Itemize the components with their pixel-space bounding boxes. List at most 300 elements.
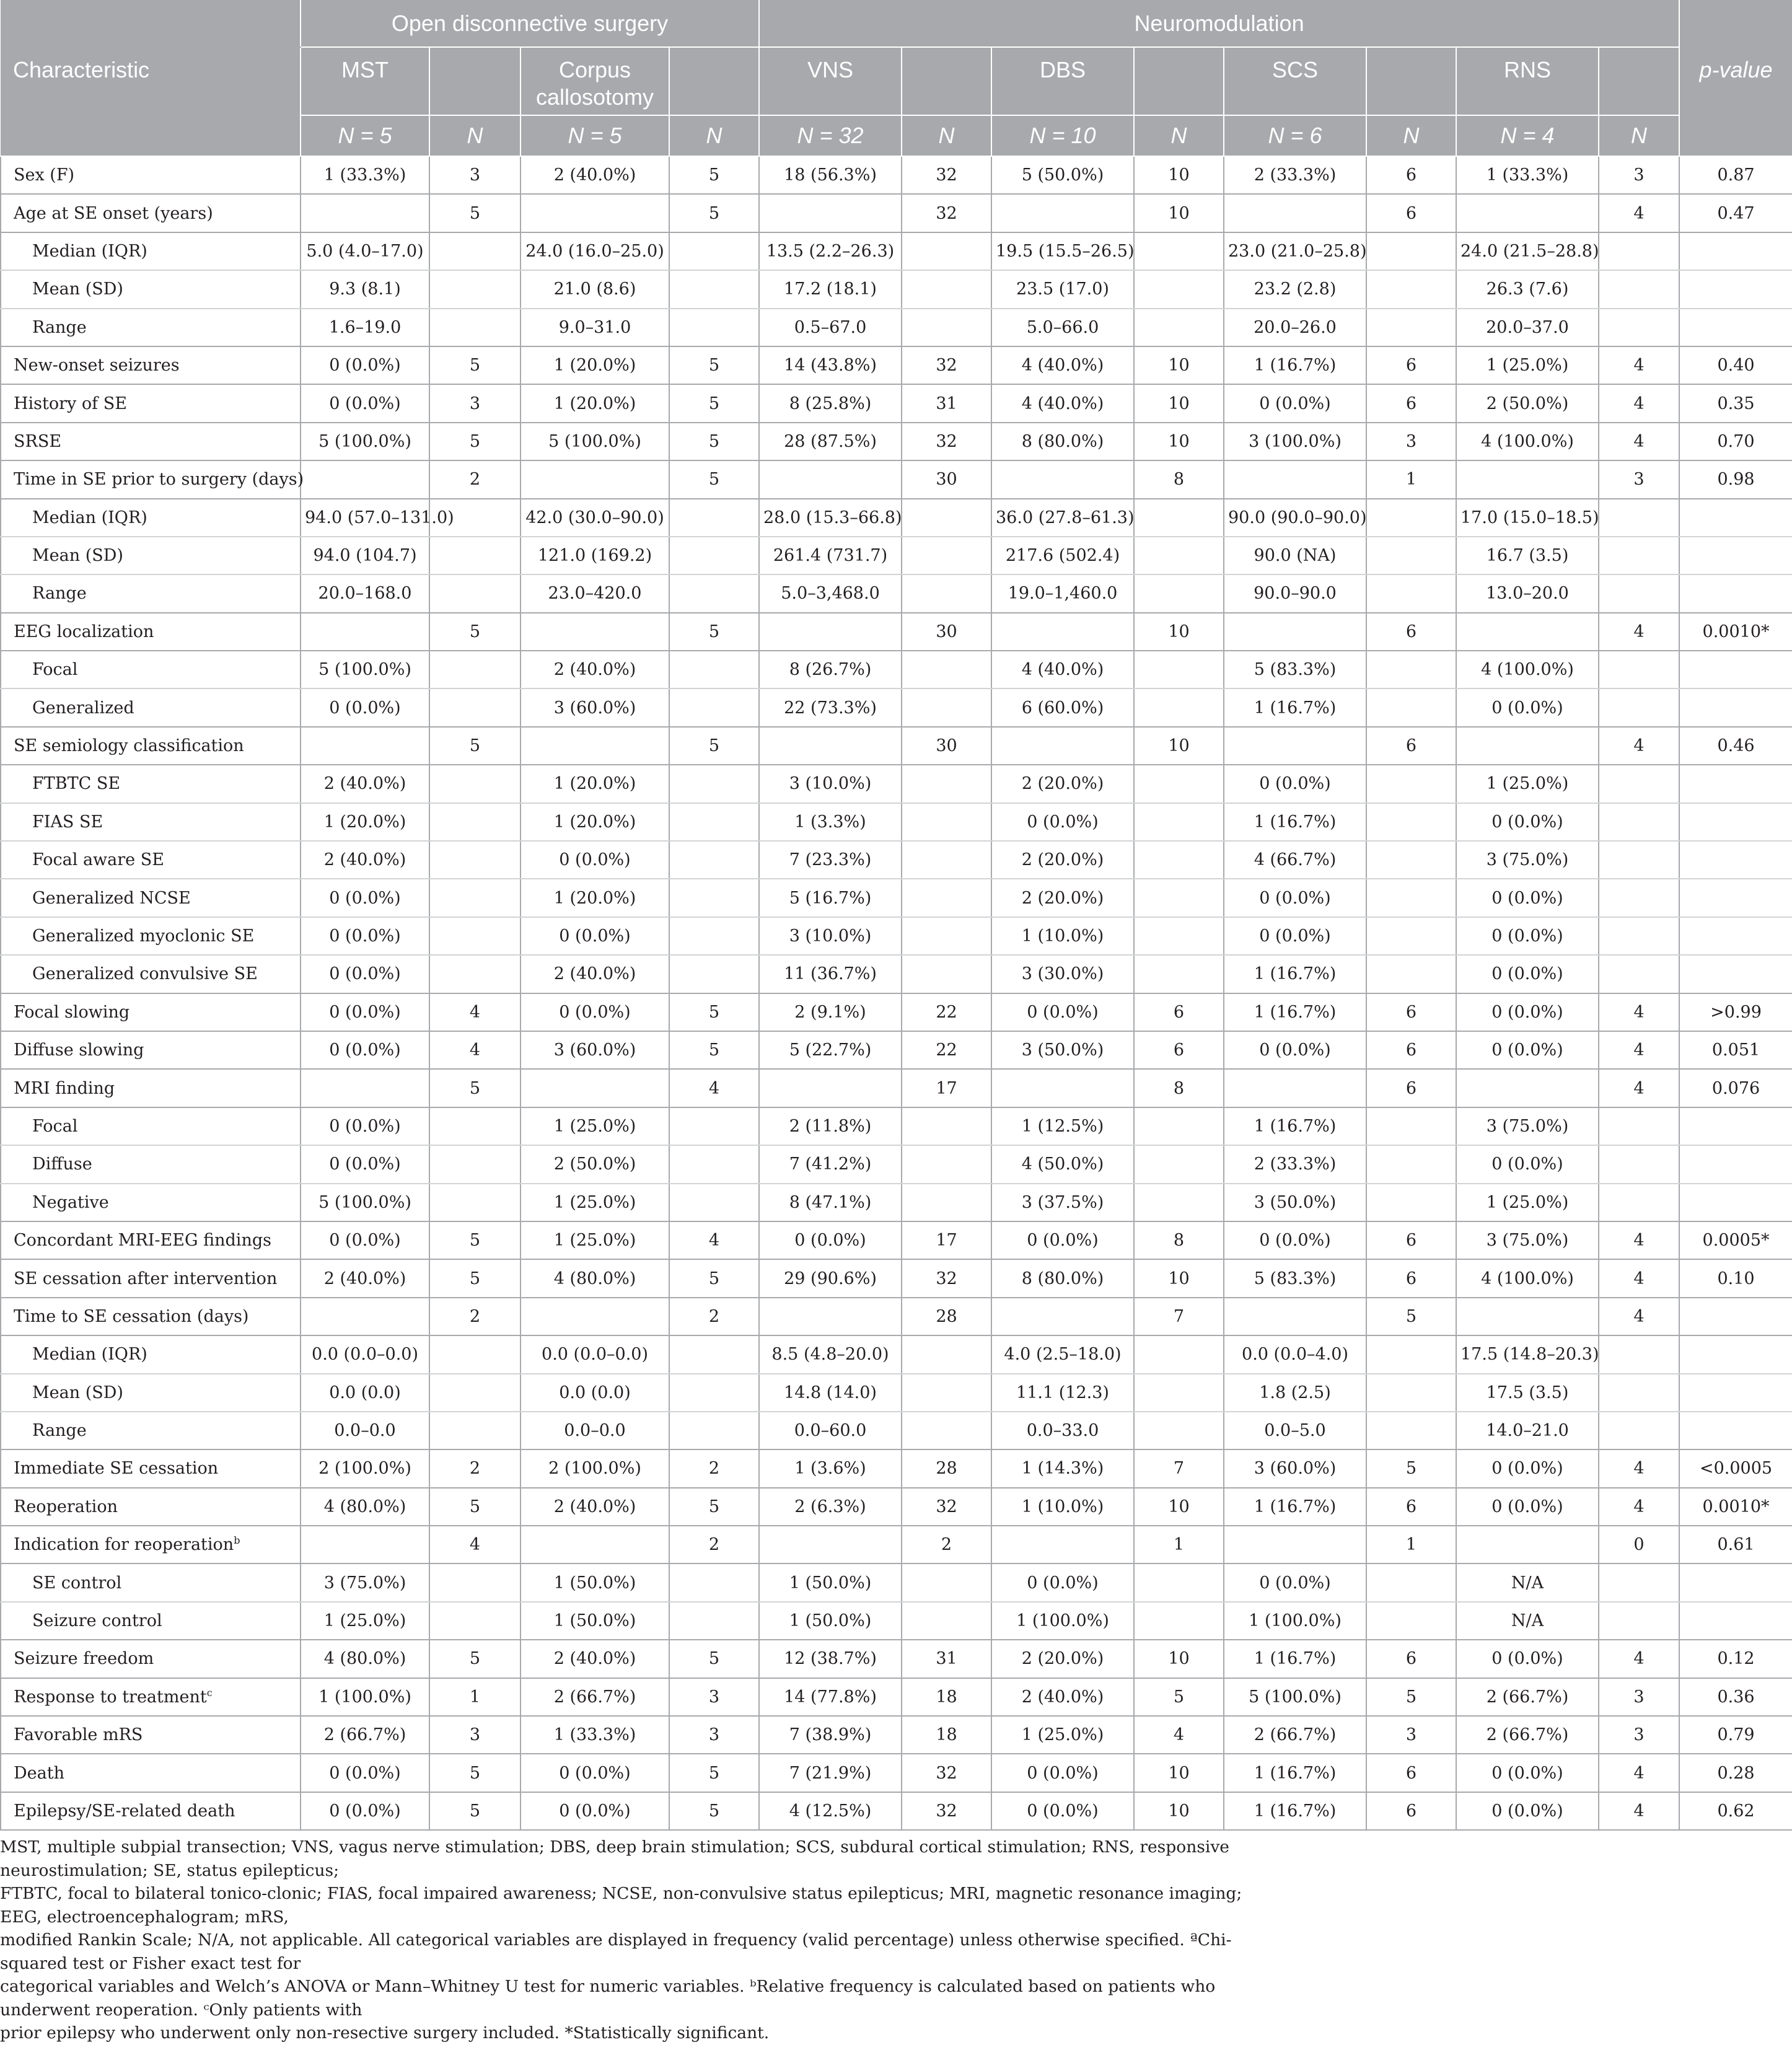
p-value-cell — [1679, 1107, 1792, 1145]
n-cell — [1134, 309, 1224, 346]
value-cell: 3 (75.0%) — [301, 1563, 429, 1601]
n-cell — [429, 841, 520, 879]
value-cell: 4 (100.0%) — [1456, 1259, 1599, 1297]
row-label — [1, 499, 301, 537]
value-cell: 4 (100.0%) — [1456, 423, 1599, 460]
n-cell — [1366, 1335, 1456, 1373]
value-cell: 0 (0.0%) — [991, 1792, 1134, 1830]
value-cell: 3 (75.0%) — [1456, 1221, 1599, 1259]
value-cell: 0 (0.0%) — [1456, 1488, 1599, 1526]
n-cell: 32 — [902, 1259, 991, 1297]
n-cell: 3 — [429, 156, 520, 194]
table-subrow — [1, 1412, 1792, 1449]
n-cell — [1599, 879, 1679, 917]
value-cell: 0.0–33.0 — [991, 1412, 1134, 1449]
value-cell: 0 (0.0%) — [1456, 803, 1599, 841]
value-cell: 4 (40.0%) — [991, 346, 1134, 384]
value-cell: 4 (100.0%) — [1456, 651, 1599, 688]
value-cell: 3 (50.0%) — [991, 1031, 1134, 1069]
n-cell — [1134, 1374, 1224, 1412]
value-cell: 1 (25.0%) — [520, 1184, 669, 1221]
n-cell: 1 — [1134, 1526, 1224, 1563]
value-cell: 3 (10.0%) — [759, 765, 902, 803]
p-value-cell — [1679, 765, 1792, 803]
value-cell: 2 (20.0%) — [991, 1640, 1134, 1678]
value-cell: 0 (0.0%) — [1224, 765, 1366, 803]
value-cell: 3 (10.0%) — [759, 917, 902, 955]
row-label — [1, 1563, 301, 1601]
value-cell: 1 (50.0%) — [759, 1563, 902, 1601]
n-cell: 6 — [1366, 1221, 1456, 1259]
n-cell: 4 — [429, 1031, 520, 1069]
n-cell — [1366, 1145, 1456, 1183]
table-row — [1, 384, 1792, 422]
value-cell: 23.0 (21.0–25.8) — [1224, 232, 1366, 270]
n-cell: 2 — [902, 1526, 991, 1563]
value-cell: 5 (100.0%) — [301, 423, 429, 460]
p-value-cell: 0.0005* — [1679, 1221, 1792, 1259]
value-cell: 0 (0.0%) — [991, 1563, 1134, 1601]
row-label-text: Favorable mRS — [14, 1725, 143, 1745]
table-subrow — [1, 574, 1792, 612]
n-cell: 3 — [1366, 1716, 1456, 1754]
value-cell: 3 (60.0%) — [520, 1031, 669, 1069]
value-cell — [520, 1526, 669, 1563]
n-cell — [669, 270, 759, 308]
value-cell: 8.5 (4.8–20.0) — [759, 1335, 902, 1373]
n-cell — [1599, 1107, 1679, 1145]
table-row — [1, 1298, 1792, 1335]
n-cell: 4 — [1599, 194, 1679, 232]
value-cell: 0 (0.0%) — [991, 1754, 1134, 1792]
p-value-cell — [1679, 688, 1792, 726]
n-label-rns: N = 4 — [1456, 115, 1599, 156]
value-cell: 1 (16.7%) — [1224, 1107, 1366, 1145]
value-cell: 14.8 (14.0) — [759, 1374, 902, 1412]
n-cell — [669, 803, 759, 841]
value-cell: 13.5 (2.2–26.3) — [759, 232, 902, 270]
value-cell: 5.0–3,468.0 — [759, 574, 902, 612]
n-cell — [1134, 1335, 1224, 1373]
value-cell — [1456, 1298, 1599, 1335]
n-cell: 32 — [902, 423, 991, 460]
n-cell — [1134, 765, 1224, 803]
n-cell: 4 — [429, 993, 520, 1031]
n-cell: 4 — [1599, 993, 1679, 1031]
n-cell: 6 — [1366, 1069, 1456, 1107]
value-cell: 0 (0.0%) — [520, 841, 669, 879]
value-cell: 0 (0.0%) — [1224, 1031, 1366, 1069]
n-cell — [1134, 1412, 1224, 1449]
table-subrow — [1, 688, 1792, 726]
value-cell: 2 (50.0%) — [520, 1145, 669, 1183]
n-cell: 4 — [429, 1526, 520, 1563]
n-cell: 5 — [429, 194, 520, 232]
value-cell: 0.0–0.0 — [520, 1412, 669, 1449]
n-cell: 32 — [902, 156, 991, 194]
n-cell — [1599, 270, 1679, 308]
n-cell — [1366, 309, 1456, 346]
value-cell — [520, 1298, 669, 1335]
n-cell: 5 — [1134, 1678, 1224, 1716]
value-cell: 1 (3.6%) — [759, 1449, 902, 1487]
p-value-cell — [1679, 955, 1792, 993]
n-cell: 10 — [1134, 613, 1224, 651]
n-cell — [669, 499, 759, 537]
row-label — [1, 1526, 301, 1563]
value-cell: 121.0 (169.2) — [520, 537, 669, 574]
value-cell: 0 (0.0%) — [520, 993, 669, 1031]
value-cell: 3 (60.0%) — [1224, 1449, 1366, 1487]
p-value-cell: 0.0010* — [1679, 1488, 1792, 1526]
value-cell — [991, 460, 1134, 498]
value-cell: 0 (0.0%) — [991, 993, 1134, 1031]
row-label — [1, 1259, 301, 1297]
value-cell: 0 (0.0%) — [1224, 1221, 1366, 1259]
value-cell — [1224, 1298, 1366, 1335]
value-cell: 0 (0.0%) — [301, 688, 429, 726]
p-value-cell: 0.28 — [1679, 1754, 1792, 1792]
row-label-text: SE control — [32, 1573, 122, 1593]
n-cell: 18 — [902, 1716, 991, 1754]
n-cell: 4 — [1134, 1716, 1224, 1754]
row-label — [1, 460, 304, 498]
n-cell: 2 — [669, 1298, 759, 1335]
n-cell: 6 — [1366, 727, 1456, 765]
value-cell: 2 (20.0%) — [991, 879, 1134, 917]
p-value-cell — [1679, 1145, 1792, 1183]
value-cell: 23.0–420.0 — [520, 574, 669, 612]
value-cell: 0 (0.0%) — [1224, 1563, 1366, 1601]
row-label — [1, 917, 301, 955]
column-header-n-blank — [1599, 47, 1679, 115]
n-cell — [1134, 651, 1224, 688]
p-value-cell — [1679, 1412, 1792, 1449]
value-cell: 2 (33.3%) — [1224, 156, 1366, 194]
n-cell — [669, 1335, 759, 1373]
table-subrow — [1, 1335, 1792, 1373]
n-cell: 6 — [1366, 1640, 1456, 1678]
row-label-text: Generalized NCSE — [32, 888, 191, 908]
value-cell: 0 (0.0%) — [1456, 879, 1599, 917]
value-cell: 5.0 (4.0–17.0) — [301, 232, 429, 270]
n-cell — [669, 765, 759, 803]
value-cell — [1224, 1069, 1366, 1107]
value-cell: 17.5 (14.8–20.3) — [1456, 1335, 1599, 1373]
table-row — [1, 194, 1792, 232]
n-cell: 8 — [1134, 1069, 1224, 1107]
n-cell: 6 — [1366, 346, 1456, 384]
value-cell: 1.6–19.0 — [301, 309, 429, 346]
n-cell: 2 — [669, 1526, 759, 1563]
value-cell: 4 (66.7%) — [1224, 841, 1366, 879]
value-cell: 0 (0.0%) — [991, 803, 1134, 841]
table-row — [1, 1678, 1792, 1716]
table-subrow — [1, 1374, 1792, 1412]
row-label — [1, 1298, 301, 1335]
row-label — [1, 1678, 301, 1716]
value-cell — [1224, 613, 1366, 651]
n-cell — [669, 651, 759, 688]
value-cell: 1 (100.0%) — [991, 1602, 1134, 1640]
n-cell — [1599, 841, 1679, 879]
value-cell: 1 (33.3%) — [520, 1716, 669, 1754]
p-value-cell — [1679, 232, 1792, 270]
value-cell: 1 (25.0%) — [1456, 765, 1599, 803]
n-cell: 4 — [1599, 384, 1679, 422]
n-cell: 5 — [669, 1488, 759, 1526]
value-cell: 1 (16.7%) — [1224, 1754, 1366, 1792]
table-subrow — [1, 232, 1792, 270]
n-cell: 4 — [1599, 1640, 1679, 1678]
value-cell: 11.1 (12.3) — [991, 1374, 1134, 1412]
p-value-cell: >0.99 — [1679, 993, 1792, 1031]
table-subrow — [1, 955, 1792, 993]
n-cell — [902, 879, 991, 917]
row-label — [1, 651, 301, 688]
n-cell — [1599, 1563, 1679, 1601]
n-column-header: N — [1134, 115, 1224, 156]
value-cell: 2 (40.0%) — [520, 1640, 669, 1678]
n-cell: 4 — [1599, 1754, 1679, 1792]
n-column-header: N — [669, 115, 759, 156]
n-cell: 8 — [1134, 460, 1224, 498]
n-cell: 4 — [669, 1069, 759, 1107]
n-cell: 6 — [1366, 1031, 1456, 1069]
row-label-text: Diffuse slowing — [14, 1040, 144, 1060]
value-cell: 2 (20.0%) — [991, 841, 1134, 879]
n-cell: 10 — [1134, 1259, 1224, 1297]
value-cell: 1 (10.0%) — [991, 1488, 1134, 1526]
value-cell: 23.2 (2.8) — [1224, 270, 1366, 308]
n-cell: 1 — [429, 1678, 520, 1716]
n-cell — [669, 1412, 759, 1449]
value-cell: 0 (0.0%) — [1456, 1449, 1599, 1487]
row-label — [1, 1412, 301, 1449]
n-cell: 4 — [1599, 1069, 1679, 1107]
value-cell: 4 (80.0%) — [301, 1640, 429, 1678]
column-header-dbs: DBS — [991, 47, 1134, 115]
n-cell — [429, 803, 520, 841]
table-row — [1, 156, 1792, 194]
n-cell — [1599, 1374, 1679, 1412]
table-row — [1, 1488, 1792, 1526]
value-cell — [991, 1298, 1134, 1335]
value-cell — [991, 194, 1134, 232]
row-label — [1, 1754, 301, 1792]
value-cell: 1 (16.7%) — [1224, 1488, 1366, 1526]
row-label — [1, 955, 301, 993]
p-value-cell — [1679, 803, 1792, 841]
value-cell: 1 (20.0%) — [520, 346, 669, 384]
n-cell: 10 — [1134, 423, 1224, 460]
row-label-text: History of SE — [14, 394, 127, 413]
value-cell: 4 (80.0%) — [520, 1259, 669, 1297]
n-cell: 4 — [1599, 423, 1679, 460]
value-cell: 9.3 (8.1) — [301, 270, 429, 308]
p-value-cell: 0.35 — [1679, 384, 1792, 422]
value-cell: 9.0–31.0 — [520, 309, 669, 346]
value-cell: 0 (0.0%) — [1456, 1792, 1599, 1830]
table-subrow — [1, 803, 1792, 841]
n-cell — [1599, 309, 1679, 346]
value-cell: 3 (75.0%) — [1456, 1107, 1599, 1145]
n-cell — [1134, 1602, 1224, 1640]
n-cell: 17 — [902, 1221, 991, 1259]
value-cell: 1 (50.0%) — [520, 1602, 669, 1640]
n-cell — [1366, 955, 1456, 993]
table-row — [1, 1259, 1792, 1297]
table-row — [1, 1754, 1792, 1792]
n-cell: 6 — [1366, 194, 1456, 232]
n-cell: 22 — [902, 1031, 991, 1069]
n-cell — [1599, 574, 1679, 612]
value-cell — [520, 727, 669, 765]
n-cell: 5 — [669, 1640, 759, 1678]
n-cell — [1366, 1602, 1456, 1640]
value-cell — [1224, 460, 1366, 498]
n-cell — [1134, 574, 1224, 612]
footnote-line: modified Rankin Scale; N/A, not applicable. All categorical variables are displayed in frequency (valid percentage) unless otherwise specified. ªChi-squared test or Fisher exact test for — [0, 1930, 1232, 1973]
p-value-cell — [1679, 309, 1792, 346]
row-label — [1, 841, 301, 879]
n-cell: 4 — [1599, 1449, 1679, 1487]
row-label-text: Age at SE onset (years) — [14, 203, 213, 223]
column-header-n-blank — [429, 47, 520, 115]
n-cell: 5 — [1366, 1449, 1456, 1487]
value-cell: 90.0 (NA) — [1224, 537, 1366, 574]
value-cell — [759, 1069, 902, 1107]
n-cell — [429, 1107, 520, 1145]
value-cell: 1 (20.0%) — [520, 879, 669, 917]
value-cell: 0 (0.0%) — [301, 879, 429, 917]
value-cell: 0 (0.0%) — [1224, 384, 1366, 422]
p-value-cell — [1679, 574, 1792, 612]
value-cell: 7 (41.2%) — [759, 1145, 902, 1183]
n-cell: 5 — [669, 1259, 759, 1297]
n-cell: 5 — [429, 613, 520, 651]
value-cell — [520, 1069, 669, 1107]
n-cell — [902, 499, 991, 537]
p-value-cell: 0.051 — [1679, 1031, 1792, 1069]
value-cell: 2 (40.0%) — [301, 841, 429, 879]
n-cell: 10 — [1134, 194, 1224, 232]
n-cell: 5 — [669, 613, 759, 651]
n-cell — [1366, 1107, 1456, 1145]
p-value-cell: 0.076 — [1679, 1069, 1792, 1107]
p-value-cell: 0.36 — [1679, 1678, 1792, 1716]
n-cell: 6 — [1366, 613, 1456, 651]
n-column-header: N — [429, 115, 520, 156]
n-cell: 5 — [429, 1221, 520, 1259]
value-cell: 0.0 (0.0–4.0) — [1224, 1335, 1366, 1373]
n-cell — [902, 688, 991, 726]
n-cell — [1134, 841, 1224, 879]
value-cell: 1 (20.0%) — [520, 803, 669, 841]
value-cell: 42.0 (30.0–90.0) — [520, 499, 669, 537]
group-header-open-surgery: Open disconnective surgery — [301, 0, 759, 47]
value-cell: 0 (0.0%) — [991, 1221, 1134, 1259]
n-cell — [429, 1412, 520, 1449]
row-label — [1, 1107, 301, 1145]
n-cell — [902, 1107, 991, 1145]
row-label-text: FIAS SE — [32, 812, 103, 832]
value-cell: 1 (25.0%) — [520, 1107, 669, 1145]
value-cell: 17.5 (3.5) — [1456, 1374, 1599, 1412]
row-label-text: Median (IQR) — [32, 241, 147, 261]
n-cell: 10 — [1134, 346, 1224, 384]
n-cell — [902, 803, 991, 841]
n-cell — [669, 1145, 759, 1183]
row-label-text: Mean (SD) — [32, 1383, 123, 1402]
n-cell — [1366, 651, 1456, 688]
row-label — [1, 270, 301, 308]
value-cell: 0 (0.0%) — [1456, 688, 1599, 726]
n-cell — [1134, 537, 1224, 574]
value-cell: 1 (10.0%) — [991, 917, 1134, 955]
n-cell: 5 — [429, 1792, 520, 1830]
value-cell: 0 (0.0%) — [301, 1221, 429, 1259]
value-cell — [991, 1526, 1134, 1563]
n-cell: 6 — [1366, 384, 1456, 422]
n-cell — [1134, 917, 1224, 955]
n-cell — [1134, 879, 1224, 917]
row-label-text: Seizure freedom — [14, 1649, 154, 1669]
value-cell: 2 (50.0%) — [1456, 384, 1599, 422]
n-cell: 5 — [669, 346, 759, 384]
column-header-n-blank — [669, 47, 759, 115]
value-cell: 4 (40.0%) — [991, 651, 1134, 688]
table-subrow — [1, 1563, 1792, 1601]
n-cell — [902, 232, 991, 270]
n-cell: 7 — [1134, 1449, 1224, 1487]
row-label-text: Negative — [32, 1192, 109, 1212]
value-cell: 0 (0.0%) — [520, 1792, 669, 1830]
n-cell — [902, 1335, 991, 1373]
table-header — [1, 0, 1792, 156]
value-cell: 17.0 (15.0–18.5) — [1456, 499, 1599, 537]
n-cell — [1366, 499, 1456, 537]
n-cell: 31 — [902, 1640, 991, 1678]
value-cell: 0 (0.0%) — [1456, 1031, 1599, 1069]
value-cell: 5 (100.0%) — [301, 1184, 429, 1221]
n-cell — [669, 955, 759, 993]
row-label-text: New-onset seizures — [14, 356, 180, 376]
n-cell: 5 — [669, 156, 759, 194]
n-cell: 6 — [1366, 1488, 1456, 1526]
n-cell: 5 — [1366, 1298, 1456, 1335]
value-cell: 0 (0.0%) — [1224, 879, 1366, 917]
value-cell: 1 (16.7%) — [1224, 346, 1366, 384]
n-cell — [1599, 499, 1679, 537]
n-cell — [1599, 1602, 1679, 1640]
value-cell: 2 (40.0%) — [301, 1259, 429, 1297]
value-cell: 0 (0.0%) — [301, 917, 429, 955]
value-cell — [759, 1298, 902, 1335]
value-cell: 2 (40.0%) — [520, 1488, 669, 1526]
footnote-line: FTBTC, focal to bilateral tonico-clonic; FIAS, focal impaired awareness; NCSE, non-convulsive status epilepticus; MRI, magnetic resonance imaging; EEG, electroencephalogram; mRS, — [0, 1884, 1242, 1927]
p-value-cell — [1679, 537, 1792, 574]
value-cell: 4 (80.0%) — [301, 1488, 429, 1526]
value-cell: 94.0 (57.0–131.0) — [301, 499, 429, 537]
n-cell — [1366, 879, 1456, 917]
n-cell — [429, 1145, 520, 1183]
n-cell — [1599, 1184, 1679, 1221]
row-label — [1, 194, 301, 232]
value-cell — [759, 1526, 902, 1563]
n-cell — [1366, 1184, 1456, 1221]
value-cell: 1 (16.7%) — [1224, 1792, 1366, 1830]
